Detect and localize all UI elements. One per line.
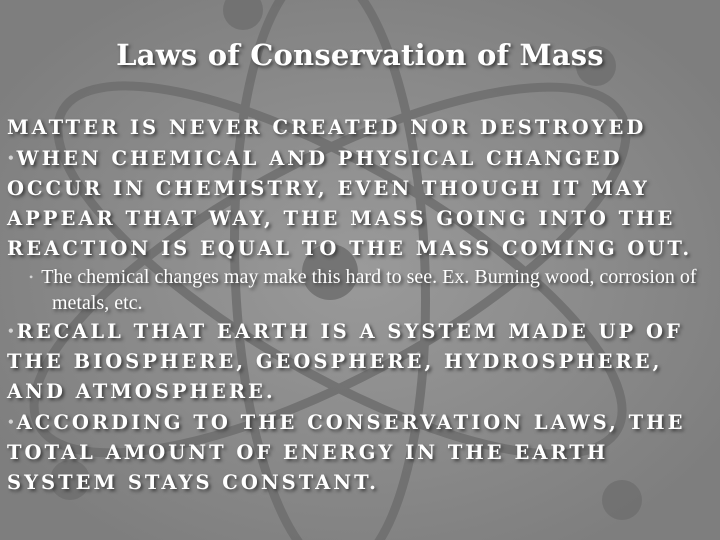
- bullet-icon: •: [29, 270, 34, 284]
- bullet-icon: •: [7, 324, 15, 338]
- slide-body: [7, 113, 717, 498]
- bullet-item: [7, 316, 717, 407]
- bullet-item: [7, 407, 717, 498]
- bullet-icon: •: [7, 151, 15, 165]
- bullet-icon: •: [7, 415, 15, 429]
- sub-bullet-item: [7, 264, 717, 316]
- bullet-text: ACCORDING TO THE CONSERVATION LAWS, THE TOTAL AMOUNT OF ENERGY IN THE EARTH SYSTEM STAYS CONSTANT.: [7, 411, 686, 494]
- lead-text: MATTER IS NEVER CREATED NOR DESTROYED: [7, 116, 647, 139]
- sub-bullet-text: The chemical changes may make this hard to see. Ex. Burning wood, corrosion of metals, etc.: [41, 266, 697, 314]
- bullet-text: WHEN CHEMICAL AND PHYSICAL CHANGED OCCUR IN CHEMISTRY, EVEN THOUGH IT MAY APPEAR THAT WAY, THE MASS GOING INTO THE REACTION IS EQUAL TO THE MASS COMING OUT.: [7, 147, 693, 260]
- bullet-item: [7, 143, 717, 264]
- slide-title: Laws of Conservation of Mass: [116, 38, 604, 72]
- bullet-text: RECALL THAT EARTH IS A SYSTEM MADE UP OF THE BIOSPHERE, GEOSPHERE, HYDROSPHERE, AND ATMOSPHERE.: [7, 320, 683, 403]
